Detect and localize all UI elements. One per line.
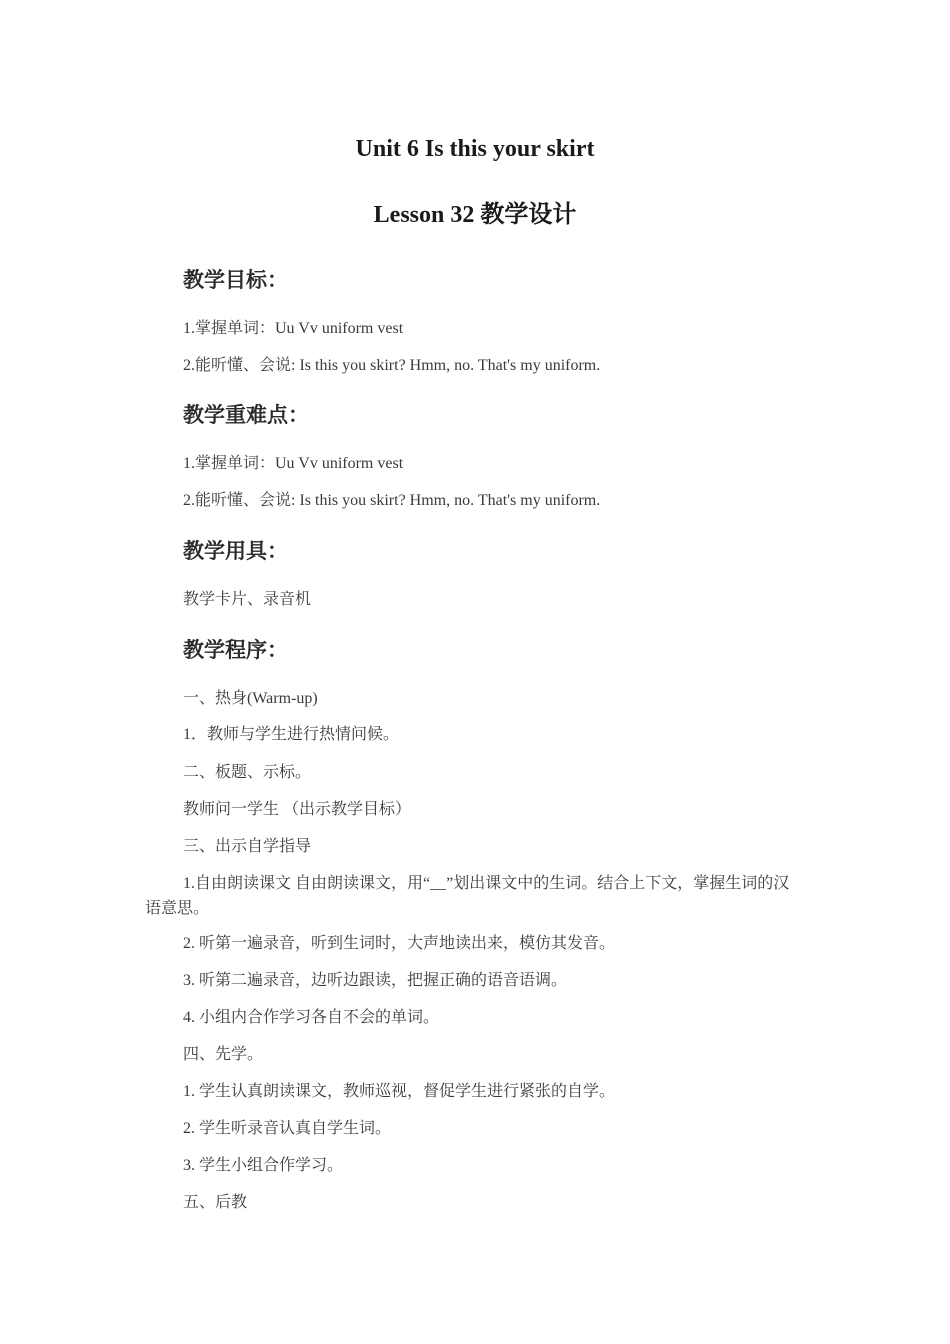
key-points-heading: 教学重难点： <box>183 403 309 427</box>
document-subtitle: Lesson 32 教学设计 <box>373 202 577 228</box>
procedure-line: 二、板题、示标。 <box>183 764 312 781</box>
procedure-line: 3. 学生小组合作学习。 <box>183 1157 344 1174</box>
procedure-line: 1．教师与学生进行热情问候。 <box>183 726 400 743</box>
procedure-line: 2. 学生听录音认真自学生词。 <box>183 1120 392 1137</box>
procedure-heading: 教学程序： <box>183 638 288 662</box>
procedure-line: 三、出示自学指导 <box>183 838 312 855</box>
key-point-item: 1.掌握单词：Uu Vv uniform vest <box>183 455 404 472</box>
procedure-line: 四、先学。 <box>183 1046 264 1063</box>
procedure-line: 五、后教 <box>183 1194 248 1211</box>
document-title: Unit 6 Is this your skirt <box>355 136 595 162</box>
procedure-line: 教师问一学生 （出示教学目标） <box>183 801 412 818</box>
procedure-line: 1. 学生认真朗读课文，教师巡视，督促学生进行紧张的自学。 <box>183 1083 616 1100</box>
procedure-paragraph: 1.自由朗读课文 自由朗读课文，用“__”划出课文中的生词。结合上下文，掌握生词的汉语意思。 <box>145 875 790 917</box>
key-point-item: 2.能听懂、会说: Is this you skirt? Hmm, no. That's my uniform. <box>183 492 601 509</box>
objective-item: 1.掌握单词：Uu Vv uniform vest <box>183 320 404 337</box>
procedure-line: 2. 听第一遍录音，听到生词时，大声地读出来，模仿其发音。 <box>183 935 616 952</box>
procedure-line: 一、热身(Warm-up) <box>183 690 318 707</box>
procedure-line: 4. 小组内合作学习各自不会的单词。 <box>183 1009 440 1026</box>
tools-heading: 教学用具： <box>183 539 288 563</box>
tools-text: 教学卡片、录音机 <box>183 591 312 608</box>
objectives-heading: 教学目标： <box>183 268 288 292</box>
objective-item: 2.能听懂、会说: Is this you skirt? Hmm, no. That's my uniform. <box>183 357 601 374</box>
procedure-line: 3. 听第二遍录音，边听边跟读，把握正确的语音语调。 <box>183 972 568 989</box>
